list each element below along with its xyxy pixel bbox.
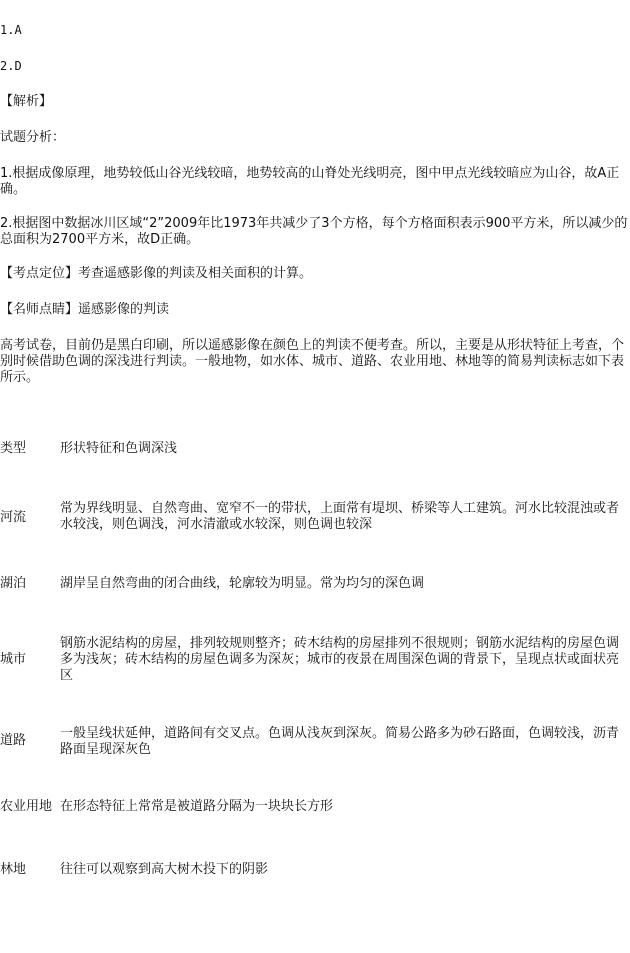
table-cell-type: 河流 (0, 510, 27, 525)
intro-paragraph: 高考试卷，目前仍是黑白印刷，所以遥感影像在颜色上的判读不便考查。所以，主要是从形状特征上考查，个别时候借助色调的深浅进行判读。一般地物，如水体、城市、道路、农业用地、林地等的简易判读标志如下表所示。 (0, 338, 625, 385)
table-cell-type: 城市 (0, 652, 27, 667)
answer-1: 1.A (0, 23, 22, 37)
teacher-tip (0, 302, 169, 318)
analysis-header: 【解析】 (0, 94, 53, 109)
explanation-1: 1.根据成像原理，地势较低山谷光线较暗，地势较高的山脊处光线明亮，图中甲点光线较暗应为山谷，故A正确。 (0, 166, 620, 197)
table-cell-desc: 一般呈线状延伸，道路间有交叉点。色调从浅灰到深灰。简易公路多为砂石路面，色调较浅，沥青路面呈现深灰色 (60, 726, 620, 757)
key-point (0, 266, 312, 282)
table-cell-desc: 湖岸呈自然弯曲的闭合曲线，轮廓较为明显。常为均匀的深色调 (60, 576, 425, 591)
key-point-text: 考查遥感影像的判读及相关面积的计算。 (78, 266, 313, 281)
answer-2: 2.D (0, 59, 22, 73)
analysis-intro: 试题分析： (0, 130, 66, 145)
table-cell-desc: 钢筋水泥结构的房屋，排列较规则整齐；砖木结构的房屋排列不很规则；钢筋水泥结构的房屋色调多为浅灰；砖木结构的房屋色调多为深灰；城市的夜景在周围深色调的背景下，呈现点状或面状亮区 (60, 636, 620, 683)
table-header-type: 类型 (0, 441, 27, 456)
table-cell-desc: 在形态特征上常常是被道路分隔为一块块长方形 (60, 799, 334, 814)
key-point-label: 【考点定位】 (0, 266, 79, 281)
explanation-2: 2.根据图中数据冰川区域“2”2009年比1973年共减少了3个方格，每个方格面积表示900平方米，所以减少的总面积为2700平方米，故D正确。 (0, 216, 628, 247)
table-cell-type: 农业用地 (0, 799, 53, 814)
table-header-desc: 形状特征和色调深浅 (60, 441, 178, 456)
table-cell-type: 林地 (0, 862, 27, 877)
teacher-tip-label: 【名师点睛】 (0, 302, 79, 317)
table-cell-type: 道路 (0, 733, 27, 748)
teacher-tip-text: 遥感影像的判读 (78, 302, 170, 317)
table-cell-desc: 常为界线明显、自然弯曲、宽窄不一的带状，上面常有堤坝、桥梁等人工建筑。河水比较混浊或者水较浅，则色调浅，河水清澈或水较深，则色调也较深 (60, 501, 620, 532)
table-cell-type: 湖泊 (0, 576, 27, 591)
table-cell-desc: 往往可以观察到高大树木投下的阴影 (60, 862, 269, 877)
